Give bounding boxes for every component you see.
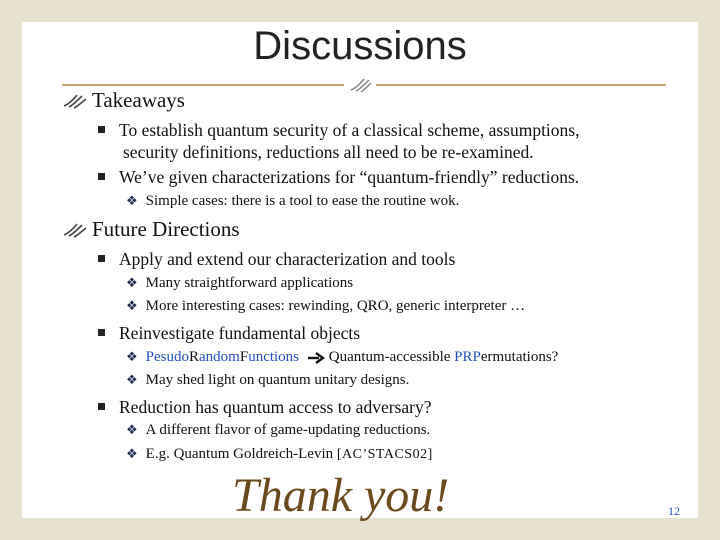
- takeaway-point-1-cont: security definitions, reductions all need to be re-examined.: [123, 142, 534, 162]
- takeaway-sub-1: [126, 193, 459, 210]
- takeaway-sub-1-text: Simple cases: there is a tool to ease the routine wok.: [145, 193, 460, 209]
- future-item-2-sub-2: [126, 372, 409, 389]
- takeaway-point-2-text: We’ve given characterizations for “quantum-friendly” reductions.: [119, 167, 580, 187]
- feather-stroke-icon: [62, 222, 88, 238]
- thank-you-text: Thank you!: [232, 469, 450, 522]
- prp-part-prp: PRP: [454, 349, 481, 365]
- takeaways-heading: [62, 88, 185, 113]
- future-item-3-sub-1: [126, 422, 430, 439]
- future-item-3-sub-2: [126, 446, 433, 463]
- title-rule-left: [62, 84, 344, 86]
- future-item-3-sub-1-text: A different flavor of game-updating reductions.: [145, 422, 431, 438]
- future-heading: [62, 217, 240, 242]
- feather-stroke-icon: [62, 93, 88, 109]
- diamond-bullet-icon: ❖: [126, 274, 138, 290]
- future-item-3: [98, 397, 431, 418]
- prf-part-pesudo: Pesudo: [145, 349, 189, 365]
- future-item-1-sub-1: [126, 275, 353, 292]
- prp-part-lead: Quantum-accessible: [328, 349, 455, 365]
- future-item-2-sub-2-text: May shed light on quantum unitary designs.: [145, 372, 410, 388]
- title-rule-right: [376, 84, 666, 86]
- slide-title: Discussions: [253, 24, 467, 68]
- square-bullet-icon: [98, 255, 105, 262]
- future-item-1-text: Apply and extend our characterization and tools: [119, 249, 456, 269]
- future-item-1: [98, 249, 455, 270]
- prf-part-unctions: unctions: [248, 349, 300, 365]
- takeaway-point-1-text: To establish quantum security of a classical scheme, assumptions,: [119, 120, 580, 140]
- takeaway-point-2: [98, 167, 579, 188]
- future-heading-label: Future Directions: [92, 217, 240, 241]
- title-divider-icon: [350, 76, 372, 94]
- prf-part-r: R: [189, 349, 200, 365]
- right-arrow-icon: [307, 352, 325, 364]
- diamond-bullet-icon: ❖: [126, 371, 138, 387]
- future-item-1-sub-2: [126, 298, 525, 315]
- diamond-bullet-icon: ❖: [126, 421, 138, 437]
- square-bullet-icon: [98, 329, 105, 336]
- citation: [AC’STACS02]: [336, 447, 433, 462]
- future-item-1-sub-1-text: Many straightforward applications: [145, 275, 354, 291]
- page-number: 12: [668, 504, 680, 518]
- future-item-1-sub-2-text: More interesting cases: rewinding, QRO, generic interpreter …: [145, 298, 526, 314]
- future-item-3-text: Reduction has quantum access to adversary?: [119, 397, 432, 417]
- square-bullet-icon: [98, 403, 105, 410]
- takeaway-point-1: [98, 120, 579, 141]
- square-bullet-icon: [98, 173, 105, 180]
- diamond-bullet-icon: ❖: [126, 297, 138, 313]
- square-bullet-icon: [98, 126, 105, 133]
- future-item-2-sub-1: [126, 349, 558, 366]
- diamond-bullet-icon: ❖: [126, 445, 138, 461]
- future-item-3-sub-2-text: E.g. Quantum Goldreich-Levin: [145, 446, 337, 462]
- future-item-2: [98, 323, 360, 344]
- prf-part-f: F: [239, 349, 249, 365]
- future-item-2-text: Reinvestigate fundamental objects: [119, 323, 361, 343]
- prf-part-andom: andom: [199, 349, 240, 365]
- takeaways-heading-label: Takeaways: [92, 88, 185, 112]
- prp-part-ermutations: ermutations?: [480, 349, 559, 365]
- diamond-bullet-icon: ❖: [126, 192, 138, 208]
- diamond-bullet-icon: ❖: [126, 348, 138, 364]
